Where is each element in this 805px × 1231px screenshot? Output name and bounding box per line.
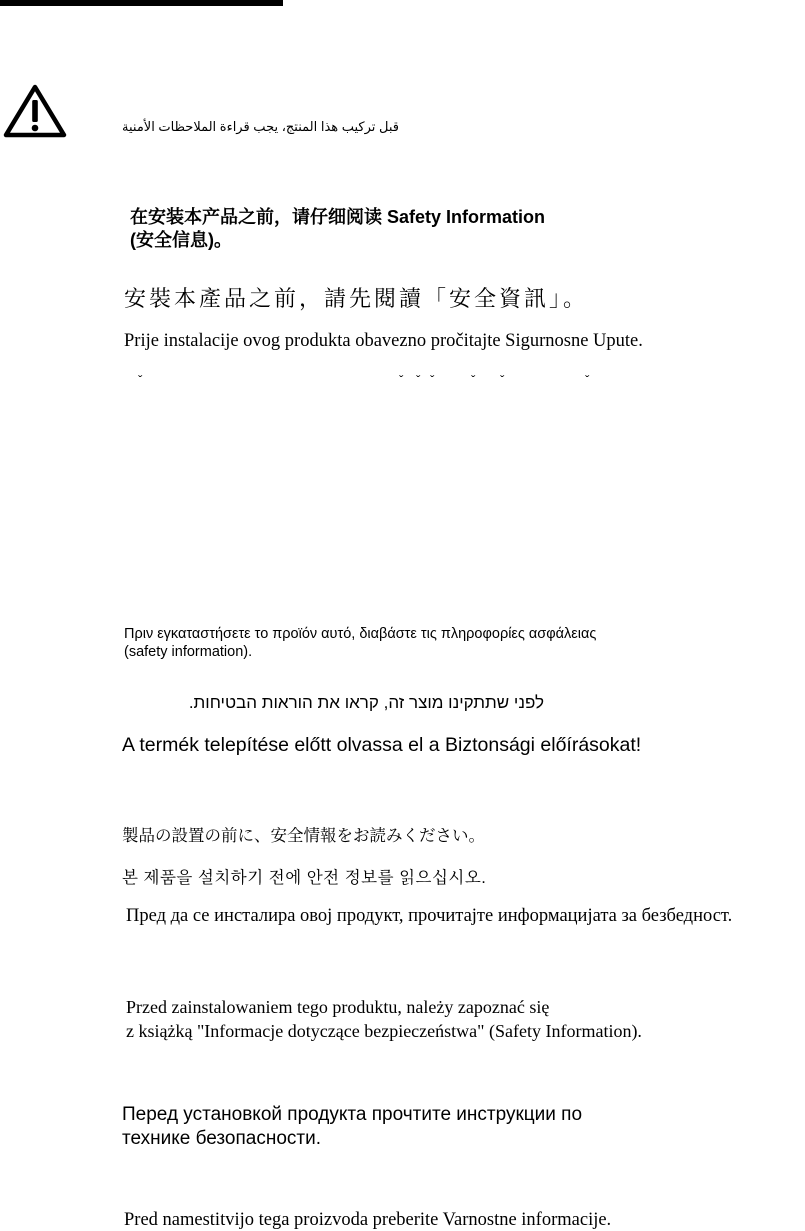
caron-mark: ˇ — [138, 372, 143, 387]
greek-line-1: Πριν εγκαταστήσετε το προϊόν αυτό, διαβάστε τις πληροφορίες ασφάλειας — [124, 626, 597, 642]
caron-mark: ˇ — [430, 372, 435, 387]
croatian-notice: Prije instalacije ovog produkta obavezno pročitajte Sigurnosne Upute. — [124, 331, 643, 351]
chinese-simplified-line-2: (安全信息)。 — [130, 230, 232, 250]
hebrew-notice: לפני שתתקינו מוצר זה, קראו את הוראות הבטיחות. — [188, 693, 544, 712]
polish-line-2: z książką "Informacje dotyczące bezpieczeństwa" (Safety Information). — [126, 1021, 642, 1041]
polish-notice — [126, 995, 642, 1043]
caron-mark: ˇ — [585, 372, 590, 387]
chinese-simplified-notice — [130, 206, 545, 252]
arabic-notice: قبل تركيب هذا المنتج، يجب قراءة الملاحظات الأمنية — [122, 119, 399, 134]
warning-triangle-icon — [3, 84, 67, 138]
slovenian-notice: Pred namestitvijo tega proizvoda preberite Varnostne informacije. — [124, 1210, 612, 1230]
caron-mark: ˇ — [416, 372, 421, 387]
caron-mark: ˇ — [500, 372, 505, 387]
japanese-notice: 製品の設置の前に、安全情報をお読みください。 — [122, 827, 485, 845]
caron-mark: ˇ — [471, 372, 476, 387]
polish-line-1: Przed zainstalowaniem tego produktu, należy zapoznać się — [126, 997, 550, 1017]
caron-mark: ˇ — [399, 372, 404, 387]
greek-line-2: (safety information). — [124, 644, 253, 660]
russian-line-1: Перед установкой продукта прочтите инструкции по — [122, 1104, 583, 1125]
russian-line-2: технике безопасности. — [122, 1128, 322, 1149]
greek-notice — [124, 625, 596, 661]
top-rule — [0, 0, 283, 6]
korean-notice: 본 제품을 설치하기 전에 안전 정보를 읽으십시오. — [122, 869, 487, 887]
macedonian-notice: Пред да се инсталира овој продукт, прочитајте информацијата за безбедност. — [126, 906, 733, 926]
russian-notice — [122, 1103, 582, 1151]
chinese-traditional-notice: 安裝本產品之前，請先閱讀「安全資訊」。 — [124, 286, 589, 311]
chinese-simplified-line-1: 在安装本产品之前，请仔细阅读 Safety Information — [130, 207, 546, 227]
hungarian-notice: A termék telepítése előtt olvassa el a Biztonsági előírásokat! — [122, 734, 642, 756]
